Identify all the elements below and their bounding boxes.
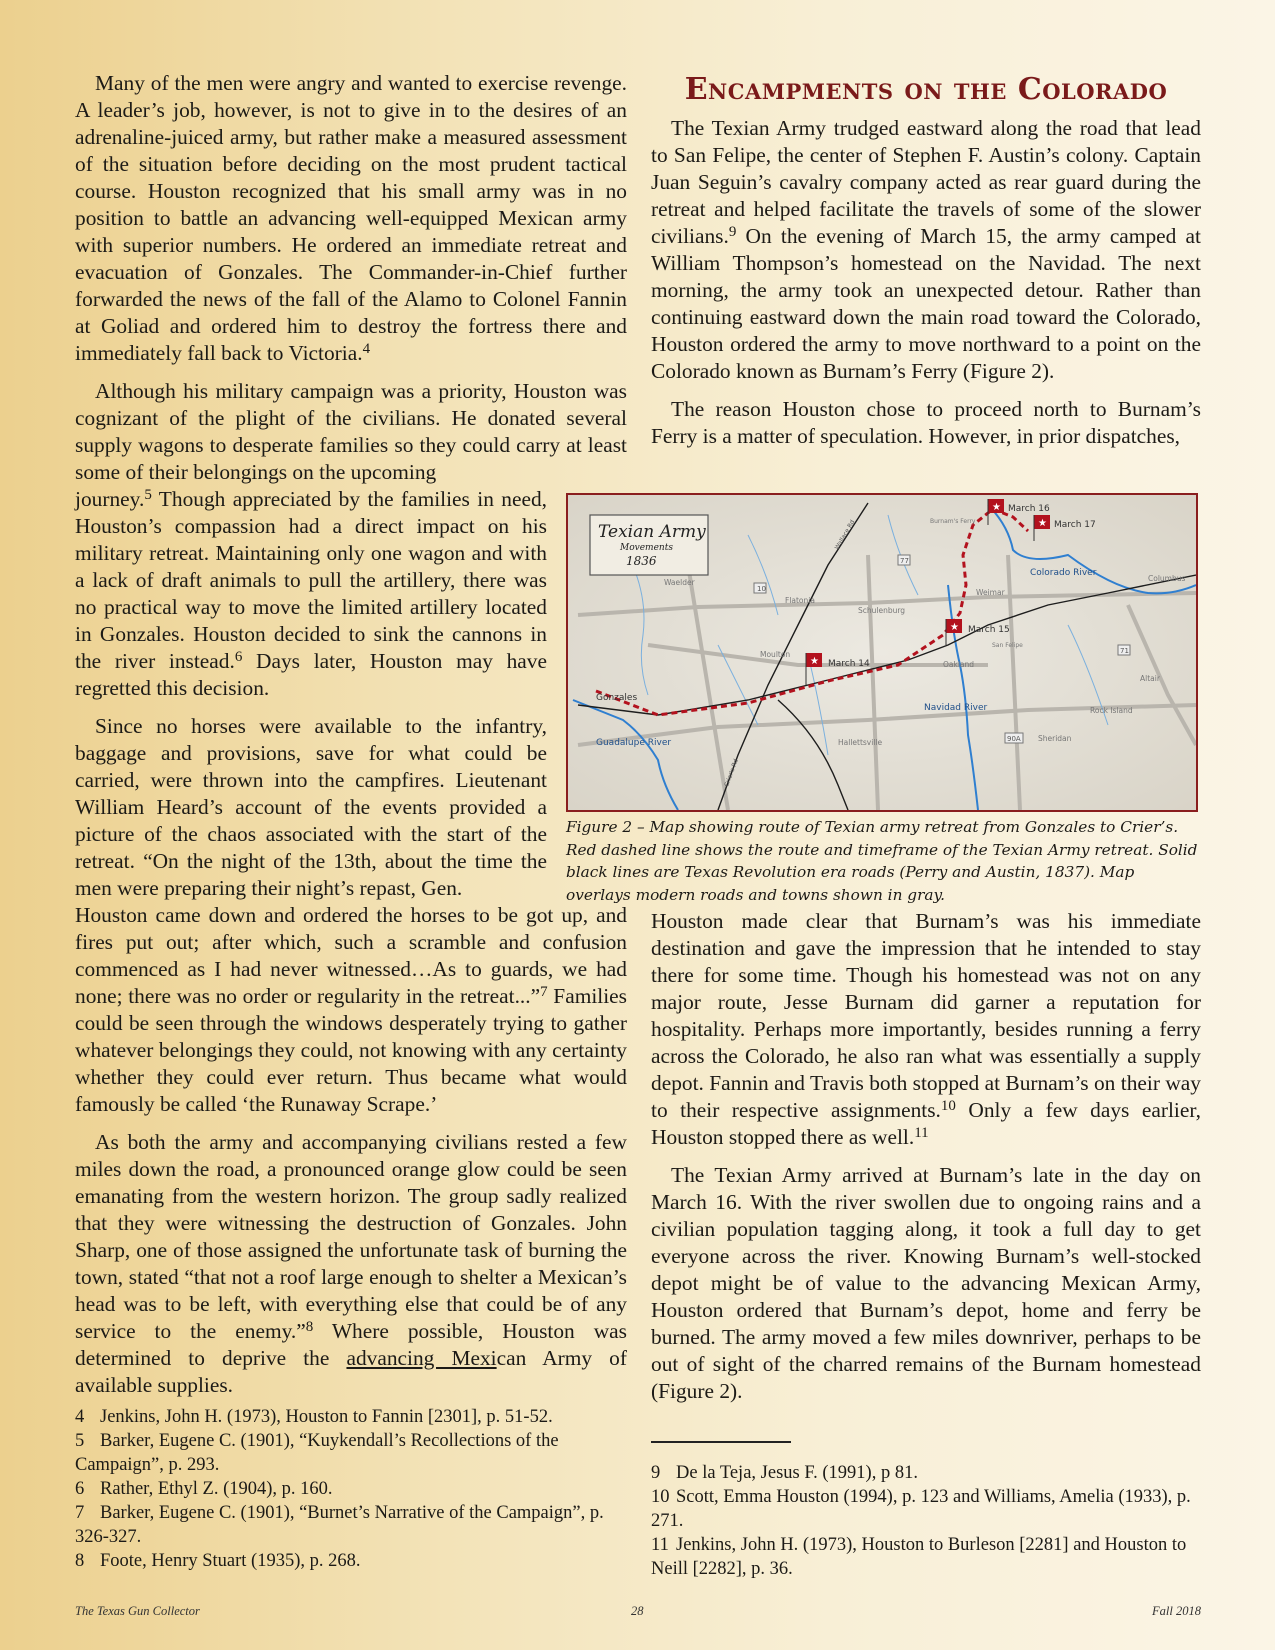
footer-page-number: 28	[631, 1604, 644, 1618]
right-column-bottom	[651, 908, 1201, 1581]
label-colorado-river: Colorado River	[1030, 568, 1097, 578]
town-altair: Altair	[1140, 674, 1160, 683]
figure-map	[566, 493, 1198, 812]
paragraph-left-3: journey.$^5$ Though appreciated by the families in need, Houston’s compassion had a direct impact on his military retreat. Maintaining only one wagon and with a lack of draft animals to pull the artillery, there was no practical way to move the limited artillery located in Gonzales. Houston decided to sink the cannons in the river instead.$^6$ Days later, Houston may have regretted this decision.	[75, 487, 547, 700]
footnote-4: 4 Jenkins, John H. (1973), Houston to Fannin [2301], p. 51-52.	[75, 1407, 553, 1427]
footnote-ref[interactable]: 10	[940, 1098, 956, 1114]
svg-text:77: 77	[900, 557, 909, 565]
legend-year: 1836	[626, 554, 657, 568]
paragraph-right-4: The Texian Army arrived at Burnam’s late in the day on March 16. With the river swollen due to ongoing rains and a civilian population tagging along, it took a full day to get everyone across the river. Knowing Burnam’s well-stocked depot might be of value to the advancing Mexican Army, Houston ordered that Burnam’s depot, home and ferry be burned. The army moved a few miles downriver, perhaps to be out of sight of the charred remains of the Burnam homestead (Figure 2).	[651, 1163, 1201, 1403]
footnote-ref[interactable]: 7	[540, 984, 548, 1000]
footnote-11: 11 Jenkins, John H. (1973), Houston to Burleson [2281] and Houston to Neill [2282], p. 36.	[651, 1535, 1187, 1579]
svg-text:90A: 90A	[1007, 735, 1021, 743]
town-waelder: Waelder	[664, 578, 695, 587]
footnote-8: 8 Foote, Henry Stuart (1935), p. 268.	[75, 1551, 361, 1571]
legend-title: Texian Army	[598, 522, 706, 542]
svg-text:Crier's Rd: Crier's Rd	[723, 757, 740, 788]
town-rock-island: Rock Island	[1090, 706, 1133, 715]
town-flatonia: Flatonia	[785, 596, 815, 605]
svg-text:March 17: March 17	[1054, 520, 1096, 530]
footnote-7: 7 Barker, Eugene C. (1901), “Burnet’s Narrative of the Campaign”, p. 326-327.	[75, 1503, 604, 1547]
paragraph-right-1: The Texian Army trudged eastward along the road that lead to San Felipe, the center of Stephen F. Austin’s colony. Captain Juan Seguin’s cavalry company acted as rear guard during the retreat and helped facilitate the travels of some of the slower civilians.$^9$ On the evening of March 15, the army camped at William Thompson’s homestead on the Navidad. The next morning, the army took an unexpected detour. Rather than continuing eastward down the main road toward the Colorado, Houston ordered the army to move northward to a point on the Colorado known as Burnam’s Ferry (Figure 2).	[651, 116, 1201, 383]
label-guadalupe-river: Guadalupe River	[596, 738, 672, 748]
map-svg	[568, 495, 1196, 810]
footnote-ref[interactable]: 11	[914, 1125, 929, 1141]
footnote-ref[interactable]: 4	[362, 341, 371, 357]
svg-text:71: 71	[1120, 647, 1129, 655]
footnote-6: 6 Rather, Ethyl Z. (1904), p. 160.	[75, 1479, 333, 1499]
town-schulenburg: Schulenburg	[858, 606, 906, 615]
town-columbus: Columbus	[1148, 574, 1186, 583]
town-weimar: Weimar	[976, 588, 1005, 597]
town-burnams-ferry: Burnam's Ferry	[930, 518, 976, 525]
paragraph-left-5: Houston came down and ordered the horses to be got up, and fires put out; after which, such a scramble and confusion commenced as I had never witnessed…As to guards, we had none; there was no order or regularity in the retreat...”$^7$ Families could be seen through the windows desperately trying to gather whatever belongings they could, not knowing with any certainty whether they could ever return. Thus became what would famously be called ‘the Runaway Scrape.’	[75, 903, 627, 1116]
left-column	[75, 70, 627, 1573]
legend-subtitle: Movements	[620, 543, 673, 553]
town-oakland: Oakland	[943, 660, 975, 669]
town-san-felipe: San Felipe	[992, 642, 1023, 649]
paragraph-left-2: Although his military campaign was a priority, Houston was cognizant of the plight of the civilians. He donated several supply wagons to desperate families so they could carry at least some of their belongings on the upcoming	[75, 379, 627, 484]
town-moulton: Moulton	[760, 650, 791, 659]
town-gonzales: Gonzales	[596, 693, 638, 703]
svg-text:★: ★	[950, 622, 959, 633]
footnote-ref[interactable]: 9	[728, 224, 737, 240]
svg-text:10: 10	[757, 585, 766, 593]
footnote-ref[interactable]: 5	[144, 487, 152, 503]
paragraph-right-3: Houston made clear that Burnam’s was his immediate destination and gave the impression that he intended to stay there for some time. Though his homestead was not on any major route, Jesse Burnam did garner a reputation for hospitality. Perhaps more importantly, besides running a ferry across the Colorado, he also ran what was essentially a supply depot. Fannin and Travis both stopped at Burnam’s on their way to their respective assignments.$^{10}$ Only a few days earlier, Houston stopped there as well.$^{11}$	[651, 909, 1201, 1149]
figure-caption: Figure 2 – Map showing route of Texian army retreat from Gonzales to Crier’s. Red dashed line shows the route and timeframe of the Texian Army retreat. Solid black lines are Texas Revolution era roads (Perry and Austin, 1837). Map overlays modern roads and towns shown in gray.	[566, 818, 1198, 904]
town-sheridan: Sheridan	[1038, 734, 1072, 743]
svg-text:March 16: March 16	[1008, 504, 1050, 514]
town-hallettsville: Hallettsville	[838, 738, 883, 747]
svg-text:March 15: March 15	[968, 625, 1010, 635]
footnotes-left	[75, 1405, 627, 1573]
footnote-10: 10 Scott, Emma Houston (1994), p. 123 and Williams, Amelia (1933), p. 271.	[651, 1487, 1191, 1531]
paragraph-left-1: Many of the men were angry and wanted to exercise revenge. A leader’s job, however, is not to give in to the desires of an adrenaline-juiced army, but rather make a measured assessment of the situation before deciding on the most prudent tactical course. Houston recognized that his small army was in no position to battle an advancing well-equipped Mexican army with superior numbers. He ordered an immediate retreat and evacuation of Gonzales. The Commander-in-Chief further forwarded the news of the fall of the Alamo to Colonel Fannin at Goliad and ordered him to destroy the fortress there and immediately fall back to Victoria.$^4$	[75, 71, 627, 365]
svg-text:★: ★	[992, 502, 1001, 513]
footer-issue: Fall 2018	[1152, 1604, 1201, 1618]
footnote-9: 9 De la Teja, Jesus F. (1991), p 81.	[651, 1463, 918, 1483]
svg-text:★: ★	[810, 656, 819, 667]
footnote-ref[interactable]: 6	[234, 649, 243, 665]
footnote-5: 5 Barker, Eugene C. (1901), “Kuykendall’s Recollections of the Campaign”, p. 293.	[75, 1431, 559, 1475]
paragraph-right-2: The reason Houston chose to proceed north to Burnam’s Ferry is a matter of speculation. However, in prior dispatches,	[651, 397, 1201, 448]
footnote-ref[interactable]: 8	[305, 1319, 314, 1335]
paragraph-left-6: As both the army and accompanying civilians rested a few miles down the road, a pronounced orange glow could be seen emanating from the western horizon. The group sadly realized that they were witnessing the destruction of Gonzales. John Sharp, one of those assigned the unfortunate task of burning the town, stated “that not a roof large enough to shelter a Mexican’s head was to be left, with everything else that could be of any service to the enemy.”$^8$ Where possible, Houston was determined to deprive the advancing Mexican Army of available supplies.	[75, 1130, 627, 1397]
label-navidad-river: Navidad River	[924, 703, 988, 713]
paragraph-left-4: Since no horses were available to the infantry, baggage and provisions, save for what could be carried, were thrown into the campfires. Lieutenant William Heard’s account of the events provided a picture of the chaos associated with the start of the retreat. “On the night of the 13th, about the time the men were preparing their night’s repast, Gen.	[75, 714, 547, 900]
svg-text:Wallace Rd: Wallace Rd	[833, 518, 857, 551]
map-legend	[590, 515, 708, 575]
section-heading: Encampments on the Colorado	[684, 72, 1168, 107]
footnotes-right	[651, 1461, 1201, 1581]
svg-text:★: ★	[1038, 518, 1047, 529]
svg-text:March 14: March 14	[828, 659, 870, 669]
footer-publication: The Texas Gun Collector	[75, 1604, 200, 1618]
right-column-top	[651, 70, 1201, 461]
footnote-divider	[651, 1441, 791, 1443]
